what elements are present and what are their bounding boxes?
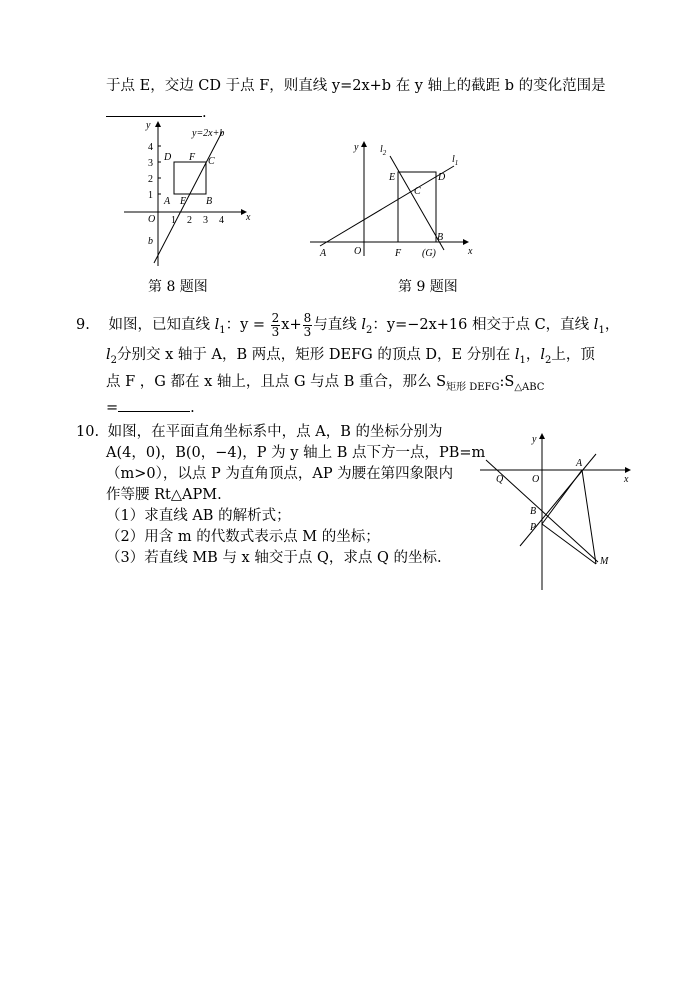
q9-equals: =	[106, 400, 119, 416]
fig8-label-E: E	[180, 196, 187, 207]
q9-line2-text: 分别交 x 轴于 A，B 两点，矩形 DEFG 的顶点 D，E 分别在	[117, 347, 515, 363]
fig8-label-A: A	[164, 196, 171, 207]
fig9-label-l2: $l_2$	[380, 144, 387, 157]
fig9-label-F: F	[395, 248, 402, 259]
q10-sub-1-text: （1）求直线 AB 的解析式；	[106, 508, 291, 524]
fig8-label-B: B	[206, 196, 213, 207]
fig9-label-E: E	[389, 172, 396, 183]
fig10-y-label: y	[532, 434, 537, 445]
fig8-xtick-2: 2	[187, 215, 192, 226]
fig10-label-M: M	[600, 556, 609, 567]
q9-line3-sub2: △ABC	[514, 381, 545, 393]
fig8-xtick-1: 1	[171, 215, 176, 226]
fig10-label-B: B	[530, 506, 537, 517]
q9-line-3	[106, 372, 544, 398]
fig10-origin-label: O	[532, 474, 540, 485]
q9-line3-mid: :S	[499, 374, 515, 390]
fig10-label-Q: Q	[496, 474, 504, 485]
q10-sub-1	[106, 506, 291, 526]
q10-line-4	[106, 485, 222, 505]
fig9-y-label: y	[354, 142, 359, 153]
q9-line3-text: 点 F ，G 都在 x 轴上，且点 G 与点 B 重合，那么 S	[106, 374, 447, 390]
q10-sub-2-text: （2）用含 m 的代数式表示点 M 的坐标；	[106, 529, 380, 545]
q9-text-f: ，	[604, 317, 620, 333]
fig8-ytick-3: 3	[148, 158, 153, 169]
q9-line-2: $l_2$分别交 x 轴于 A，B 两点，矩形 DEFG 的顶点 D，E 分别在 $l_1$，$l_2$上，顶	[106, 347, 595, 366]
q10-text-3: （m>0），以点 P 为直角顶点，AP 为腰在第四象限内	[106, 466, 454, 482]
fig8-xtick-3: 3	[203, 215, 208, 226]
fig10-side-PM	[542, 524, 596, 564]
q10-text-1: 如图，在平面直角坐标系中，点 A，B 的坐标分别为	[107, 424, 443, 440]
q10-line-2	[106, 443, 485, 463]
q9-text-c: x+	[281, 317, 302, 333]
figure-8	[118, 118, 258, 268]
q9-frac2-den: 3	[303, 324, 312, 339]
fig8-line-label: y=2x+b	[192, 128, 225, 139]
fig8-caption: 第 8 题图	[148, 279, 208, 295]
q9-text-d: 与直线	[313, 317, 362, 333]
q10-sub-3	[106, 548, 442, 568]
q9-period: .	[190, 400, 195, 416]
fig10-x-label: x	[624, 474, 629, 485]
fig9-line-l1	[320, 166, 454, 246]
fig10-label-A: A	[576, 458, 583, 469]
fig8-ytick-1: 1	[148, 190, 153, 201]
q9-number: 9.	[76, 317, 90, 333]
q8-text-line	[106, 76, 606, 96]
fig8-ytick-2: 2	[148, 174, 153, 185]
fig8-y-label: y	[146, 120, 151, 131]
q10-line-1	[76, 422, 443, 442]
fig8-xtick-4: 4	[219, 215, 224, 226]
q9-l1: l	[214, 317, 220, 333]
q9-frac1-den: 3	[271, 324, 280, 339]
q9-line3-sub: 矩形 DEFG	[446, 381, 500, 393]
fig8-square	[174, 162, 206, 194]
q9-fraction-2	[303, 312, 313, 339]
fig8-label-C: C	[208, 156, 215, 167]
fig8-label-D: D	[164, 152, 172, 163]
fig9-origin-label: O	[354, 246, 362, 257]
q9-l1-sub: 1	[219, 324, 226, 336]
fig8-label-F: F	[189, 152, 196, 163]
q8-period: .	[202, 105, 207, 121]
q9-frac1-num: 2	[271, 310, 280, 325]
q10-line-3	[106, 464, 453, 484]
fig9-rectangle	[398, 172, 436, 242]
q9-line-4	[106, 396, 195, 418]
q9-text-e: ：y=−2x+16 相交于点 C，直线	[372, 317, 594, 333]
figure-10	[474, 430, 634, 592]
q10-text-2: A(4，0)，B(0，−4)，P 为 y 轴上 B 点下方一点，PB=m	[106, 445, 486, 461]
fig8-origin-label: O	[148, 214, 156, 225]
q10-text-4: 作等腰 Rt△APM.	[106, 487, 222, 503]
fig9-label-B: B	[437, 232, 444, 243]
fig8-label-b: b	[148, 236, 153, 247]
fig9-x-label: x	[468, 246, 473, 257]
q9-text-b: ：y =	[225, 317, 270, 333]
fig9-label-D: D	[438, 172, 446, 183]
fig9-label-l1: $l_1$	[452, 154, 459, 167]
fig10-label-P: P	[530, 522, 537, 533]
q9-text-a: 如图，已知直线	[108, 317, 215, 333]
q9-frac2-num: 8	[303, 310, 312, 325]
fig9-caption: 第 9 题图	[398, 279, 458, 295]
q10-sub-2	[106, 527, 380, 547]
q8-line1: 于点 E，交边 CD 于点 F，则直线 y=2x+b 在 y 轴上的截距 b 的变化范围是	[106, 78, 606, 94]
fig9-label-G: (G)	[422, 248, 436, 259]
fig8-x-label: x	[246, 212, 251, 223]
fig9-label-C: C	[414, 186, 421, 197]
q10-number: 10.	[76, 424, 100, 440]
fig10-side-AP	[542, 470, 582, 524]
figure-9	[306, 138, 476, 263]
q9-line2b-text: 上，顶	[551, 347, 595, 363]
q10-sub-3-text: （3）若直线 MB 与 x 轴交于点 Q，求点 Q 的坐标.	[106, 550, 442, 566]
q8-answer-blank[interactable]	[106, 101, 202, 117]
fig9-label-A: A	[320, 248, 327, 259]
q9-fraction-1	[271, 312, 281, 339]
q9-line-1: 9. 如图，已知直线 $l_1$：y = $\frac{2}{3}$ x+ $\frac{8}{3}$ 与直线 $l_2$：y=−2x+16 相交于点 C，直线 $l_1$，	[76, 310, 620, 339]
q9-answer-blank[interactable]	[118, 396, 190, 412]
fig8-ytick-4: 4	[148, 142, 153, 153]
